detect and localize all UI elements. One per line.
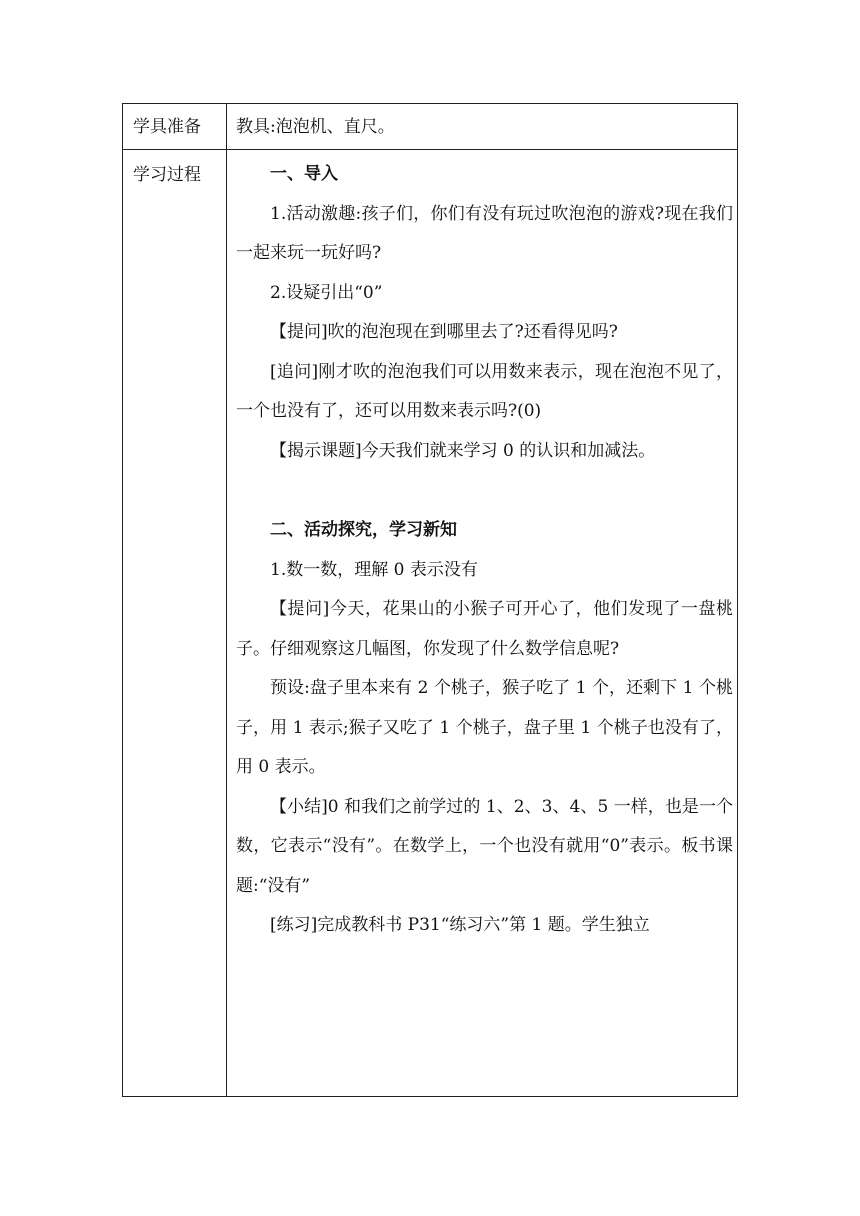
materials-label: 学具准备 <box>133 117 201 137</box>
paragraph: 【提问]今天，花果山的小猴子可开心了，他们发现了一盘桃子。仔细观察这几幅图，你发现了什么数学信息呢? <box>236 599 733 659</box>
process-content <box>236 150 733 946</box>
process-label: 学习过程 <box>133 165 201 185</box>
section-heading-intro: 一、导入 <box>270 164 338 184</box>
paragraph: 【小结]0 和我们之前学过的 1、2、3、4、5 一样，也是一个数，它表示“没有”。在数学上，一个也没有就用“0”表示。板书课题:“没有” <box>236 796 733 896</box>
paragraph: 1.活动激趣:孩子们，你们有没有玩过吹泡泡的游戏?现在我们一起来玩一玩好吗? <box>236 203 733 263</box>
table-row-process <box>123 150 737 1096</box>
paragraph: 2.设疑引出“0” <box>270 282 383 303</box>
spacer <box>236 471 733 511</box>
materials-content: 教具:泡泡机、直尺。 <box>236 117 395 137</box>
paragraph: 【揭示课题]今天我们就来学习 0 的认识和加减法。 <box>270 440 656 461</box>
paragraph: 1.数一数，理解 0 表示没有 <box>270 559 478 580</box>
content-cell <box>227 150 737 1096</box>
label-cell <box>123 150 227 1096</box>
label-cell <box>123 104 227 149</box>
table-row-materials <box>123 104 737 150</box>
paragraph: 【提问]吹的泡泡现在到哪里去了?还看得见吗? <box>270 322 618 342</box>
lesson-plan-table <box>122 103 738 1097</box>
paragraph: [追问]刚才吹的泡泡我们可以用数来表示，现在泡泡不见了，一个也没有了，还可以用数来表示吗?(0) <box>236 361 733 421</box>
section-heading-explore: 二、活动探究，学习新知 <box>270 520 457 540</box>
paragraph: [练习]完成教科书 P31“练习六”第 1 题。学生独立 <box>270 915 650 935</box>
paragraph: 预设:盘子里本来有 2 个桃子，猴子吃了 1 个，还剩下 1 个桃子，用 1 表示;猴子又吃了 1 个桃子，盘子里 1 个桃子也没有了，用 0 表示。 <box>236 678 733 777</box>
content-cell <box>227 104 737 149</box>
